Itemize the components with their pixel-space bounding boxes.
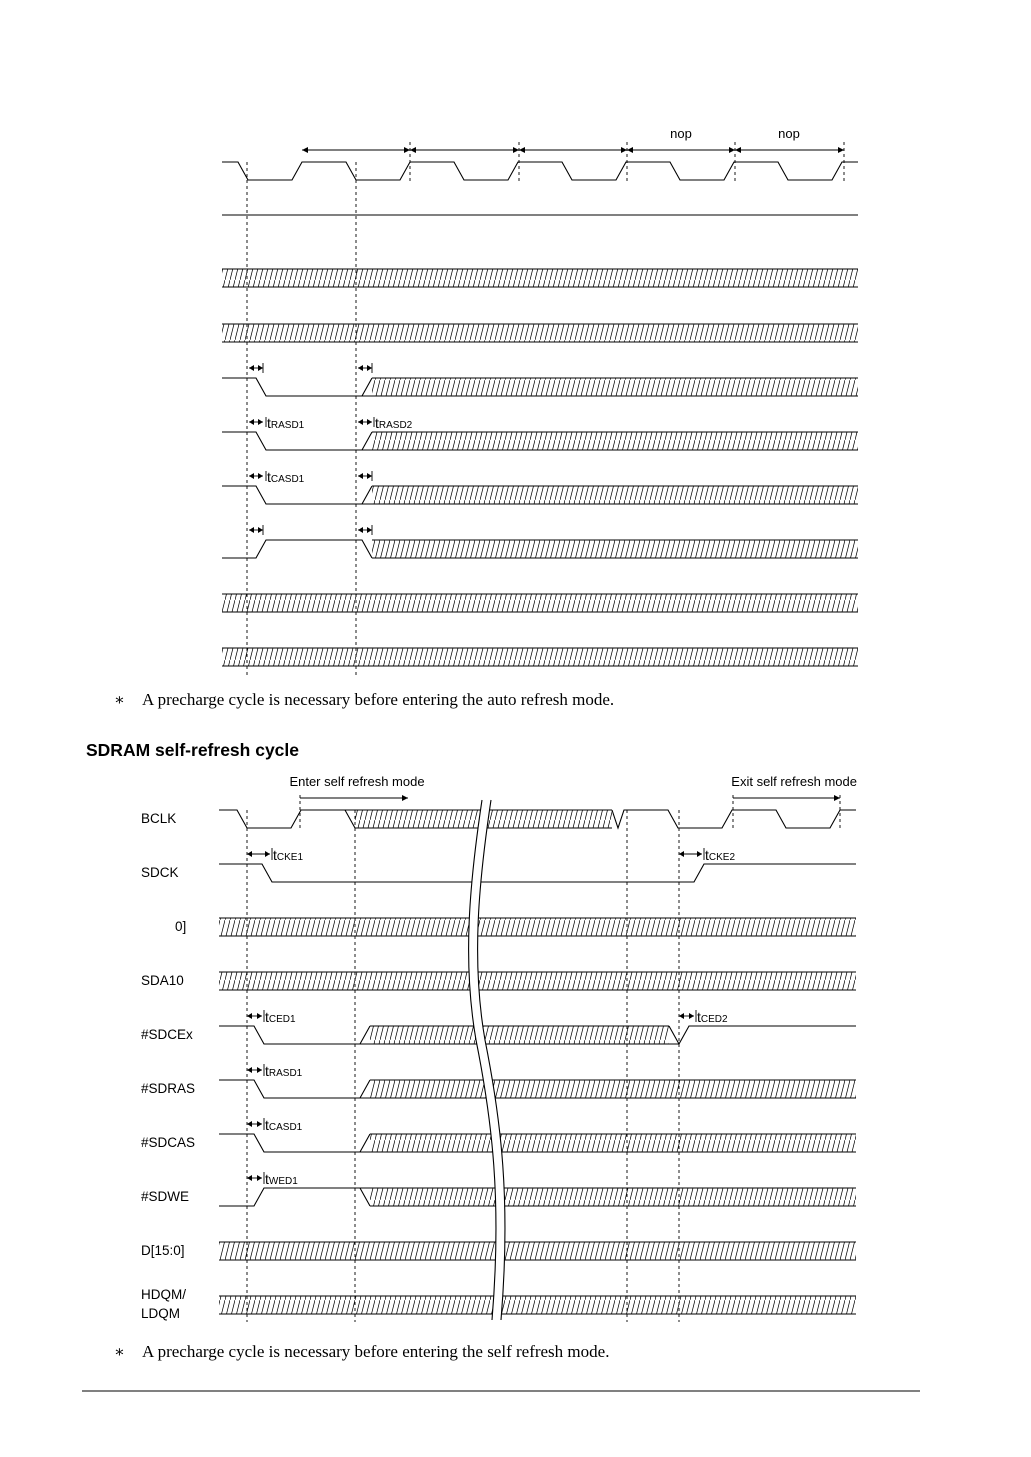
signal-label-data: D[15:0] <box>141 1243 185 1258</box>
enter-self-refresh-label: Enter self refresh mode <box>289 774 425 789</box>
section-title: SDRAM self-refresh cycle <box>86 740 299 760</box>
signal-label-sda10: SDA10 <box>141 973 184 988</box>
sda10-bus <box>222 324 858 342</box>
nop-label: nop <box>778 126 800 141</box>
signal-label-ldqm: LDQM <box>141 1306 181 1321</box>
timing-label-tced1: tCED1 <box>265 1009 296 1025</box>
auto-refresh-note: A precharge cycle is necessary before entering the auto refresh mode. <box>142 690 615 709</box>
sdwe-waveform <box>219 1172 856 1206</box>
data-bus <box>219 1242 856 1260</box>
signal-label-bclk: BCLK <box>141 811 177 826</box>
bclk-waveform <box>222 162 858 180</box>
timing-label-tcasd1: tCASD1 <box>267 469 305 485</box>
data-bus <box>222 594 858 612</box>
timing-label-tcke2: tCKE2 <box>705 847 736 863</box>
nop-label: nop <box>670 126 692 141</box>
self-refresh-diagram <box>141 774 857 1322</box>
signal-label-sdwe: #SDWE <box>141 1189 190 1204</box>
self-refresh-note: A precharge cycle is necessary before entering the self refresh mode. <box>142 1342 610 1361</box>
sdcex-waveform <box>219 1010 856 1044</box>
sdwe-waveform <box>222 525 858 558</box>
sda10-bus <box>219 972 856 990</box>
timing-label-trasd1: tRASD1 <box>267 415 305 431</box>
sdck-waveform <box>219 848 856 882</box>
timing-label-trasd1: tRASD1 <box>265 1063 303 1079</box>
enter-arrow <box>300 795 408 801</box>
signal-label-sdras: #SDRAS <box>141 1081 196 1096</box>
timing-label-tcke1: tCKE1 <box>273 847 304 863</box>
signal-label-address: 0] <box>175 919 187 934</box>
dqm-bus <box>219 1296 856 1314</box>
timing-label-trasd2: tRASD2 <box>375 415 413 431</box>
timing-label-twed1: tWED1 <box>265 1171 298 1187</box>
signal-label-sdcas: #SDCAS <box>141 1135 196 1150</box>
sdcas-waveform <box>222 471 858 504</box>
sdras-waveform <box>222 417 858 450</box>
dqm-bus <box>222 648 858 666</box>
exit-arrow <box>733 795 840 801</box>
timing-label-tced2: tCED2 <box>697 1009 728 1025</box>
note-bullet: ∗ <box>114 1344 125 1361</box>
note-bullet: ∗ <box>114 692 125 709</box>
sdcas-waveform <box>219 1118 856 1152</box>
sdras-waveform <box>219 1064 856 1098</box>
sdcex-waveform <box>222 363 858 396</box>
exit-self-refresh-label: Exit self refresh mode <box>731 774 857 789</box>
timing-label-tcasd1: tCASD1 <box>265 1117 303 1133</box>
bclk-waveform <box>219 810 856 828</box>
signal-label-sdck: SDCK <box>141 865 179 880</box>
address-bus <box>222 269 858 287</box>
address-bus <box>219 918 856 936</box>
signal-label-sdcex: #SDCEx <box>141 1027 193 1042</box>
auto-refresh-diagram <box>222 126 858 676</box>
signal-label-hdqm: HDQM/ <box>141 1287 186 1302</box>
clock-period-arrows <box>302 147 844 153</box>
